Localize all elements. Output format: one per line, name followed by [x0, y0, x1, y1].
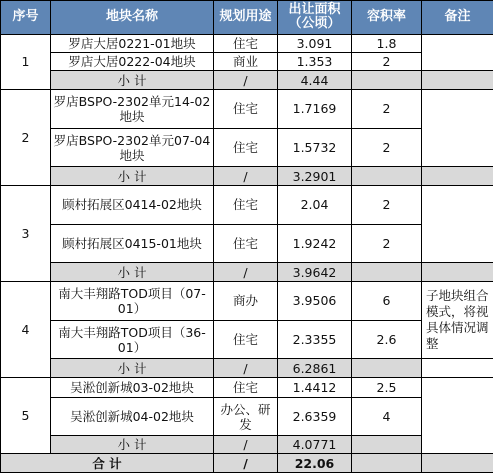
parcel-use: 住宅 [214, 377, 278, 397]
table-row [1, 377, 493, 397]
subtotal-row [1, 71, 493, 89]
parcel-area: 3.091 [278, 34, 352, 52]
table-row [1, 281, 493, 320]
parcel-use: 住宅 [214, 128, 278, 167]
total-area: 22.06 [278, 454, 352, 473]
parcel-far: 2.5 [352, 377, 422, 397]
parcel-name: 吴淞创新城04-02地块 [51, 398, 214, 436]
subtotal-area: 6.2861 [278, 359, 352, 377]
subtotal-label: 小 计 [51, 167, 214, 185]
subtotal-row [1, 436, 493, 454]
subtotal-note [422, 71, 493, 89]
parcel-far: 4 [352, 398, 422, 436]
subtotal-row [1, 263, 493, 281]
table-row [1, 53, 493, 71]
subtotal-area: 3.2901 [278, 167, 352, 185]
parcel-name: 南大丰翔路TOD项目（36-01） [51, 320, 214, 359]
parcel-use: 住宅 [214, 185, 278, 224]
parcel-use: 住宅 [214, 34, 278, 52]
parcel-far: 2 [352, 128, 422, 167]
table-row [1, 320, 493, 359]
group-seq: 4 [1, 281, 51, 377]
parcel-note [422, 377, 493, 454]
parcel-area: 1.5732 [278, 128, 352, 167]
header-row [1, 1, 493, 35]
parcel-use: 住宅 [214, 320, 278, 359]
parcel-name: 罗店大居0221-01地块 [51, 34, 214, 52]
parcel-name: 顾村拓展区0415-01地块 [51, 224, 214, 263]
subtotal-label: 小 计 [51, 359, 214, 377]
group-seq: 3 [1, 185, 51, 281]
subtotal-far [352, 71, 422, 89]
parcel-area: 1.4412 [278, 377, 352, 397]
parcel-note [422, 89, 493, 167]
subtotal-note [422, 263, 493, 281]
subtotal-label: 小 计 [51, 436, 214, 454]
table-row [1, 89, 493, 128]
parcel-use: 办公、研发 [214, 398, 278, 436]
parcel-use: 商业 [214, 53, 278, 71]
total-label: 合 计 [1, 454, 214, 473]
parcel-area: 1.7169 [278, 89, 352, 128]
table-row [1, 128, 493, 167]
group-seq: 1 [1, 34, 51, 89]
subtotal-far [352, 436, 422, 454]
parcel-name: 吴淞创新城03-02地块 [51, 377, 214, 397]
total-far [352, 454, 422, 473]
subtotal-row [1, 359, 493, 377]
parcel-name: 罗店大居0222-04地块 [51, 53, 214, 71]
table-row [1, 224, 493, 263]
table-row [1, 34, 493, 52]
subtotal-label: 小 计 [51, 263, 214, 281]
parcel-far: 2 [352, 89, 422, 128]
subtotal-use: / [214, 263, 278, 281]
total-use: / [214, 454, 278, 473]
subtotal-row [1, 167, 493, 185]
parcel-far: 2 [352, 224, 422, 263]
parcel-area: 1.353 [278, 53, 352, 71]
parcel-far: 2 [352, 185, 422, 224]
subtotal-far [352, 359, 422, 377]
parcel-far: 2 [352, 53, 422, 71]
table-row [1, 185, 493, 224]
parcel-name: 罗店BSPO-2302单元07-04地块 [51, 128, 214, 167]
parcel-name: 罗店BSPO-2302单元14-02地块 [51, 89, 214, 128]
subtotal-far [352, 263, 422, 281]
grand-total-row [1, 454, 493, 473]
header-area: 出让面积（公顷） [278, 1, 352, 35]
header-use: 规划用途 [214, 1, 278, 35]
parcel-area: 3.9506 [278, 281, 352, 320]
parcel-note [422, 185, 493, 263]
parcel-area: 2.6359 [278, 398, 352, 436]
parcel-far: 1.8 [352, 34, 422, 52]
subtotal-area: 3.9642 [278, 263, 352, 281]
header-name: 地块名称 [51, 1, 214, 35]
header-note: 备注 [422, 1, 493, 35]
parcel-use: 商办 [214, 281, 278, 320]
header-far: 容积率 [352, 1, 422, 35]
parcel-name: 顾村拓展区0414-02地块 [51, 185, 214, 224]
parcel-use: 住宅 [214, 224, 278, 263]
parcel-far: 2.6 [352, 320, 422, 359]
parcel-far: 6 [352, 281, 422, 320]
group-seq: 2 [1, 89, 51, 185]
table-row [1, 398, 493, 436]
subtotal-area: 4.44 [278, 71, 352, 89]
subtotal-note [422, 167, 493, 185]
subtotal-label: 小 计 [51, 71, 214, 89]
parcel-note [422, 34, 493, 71]
subtotal-use: / [214, 167, 278, 185]
subtotal-use: / [214, 71, 278, 89]
subtotal-note [422, 359, 493, 377]
parcel-note: 子地块组合模式，将视具体情况调整 [422, 281, 493, 359]
group-seq: 5 [1, 377, 51, 454]
header-seq: 序号 [1, 1, 51, 35]
parcel-name: 南大丰翔路TOD项目（07-01） [51, 281, 214, 320]
subtotal-area: 4.0771 [278, 436, 352, 454]
parcel-area: 2.04 [278, 185, 352, 224]
total-note [422, 454, 493, 473]
parcel-use: 住宅 [214, 89, 278, 128]
subtotal-far [352, 167, 422, 185]
parcel-area: 1.9242 [278, 224, 352, 263]
subtotal-use: / [214, 436, 278, 454]
subtotal-use: / [214, 359, 278, 377]
parcel-area: 2.3355 [278, 320, 352, 359]
